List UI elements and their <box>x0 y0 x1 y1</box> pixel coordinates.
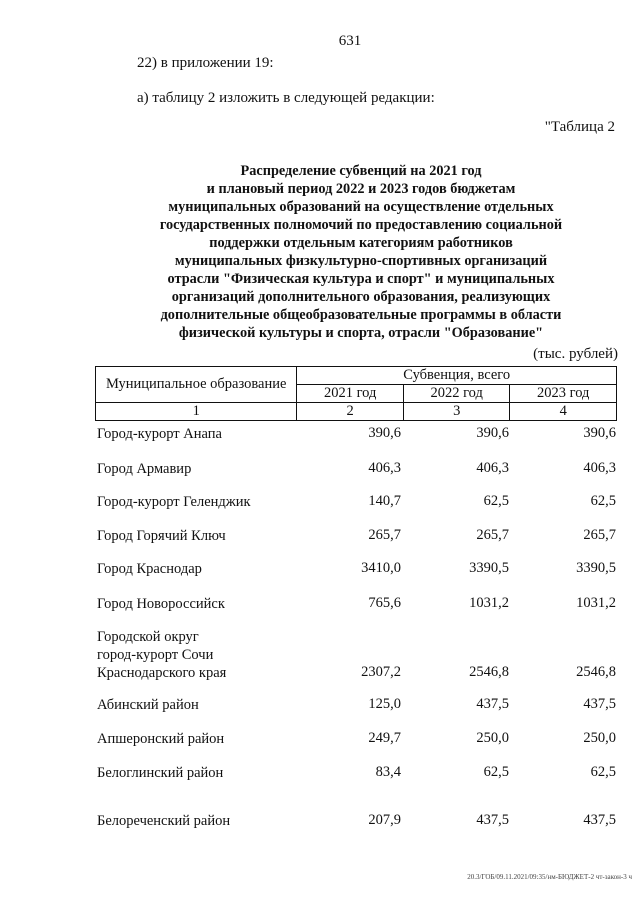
municipality-name: Белореченский район <box>97 813 231 829</box>
header-col-number-3: 3 <box>403 403 510 421</box>
header-subvention-total: Субвенция, всего <box>297 367 617 385</box>
value-2021: 125,0 <box>368 696 401 712</box>
title-line: поддержки отдельным категориям работников <box>209 235 513 251</box>
value-2022: 2546,8 <box>469 664 509 680</box>
value-2023: 3390,5 <box>576 560 616 576</box>
municipality-name: Апшеронский район <box>97 731 225 747</box>
intro-line-1: 22) в приложении 19: <box>137 55 274 71</box>
value-2022: 62,5 <box>483 493 509 509</box>
value-2023: 437,5 <box>583 812 616 828</box>
table-header <box>95 366 617 421</box>
municipality-name: Город Новороссийск <box>97 596 225 612</box>
value-2021: 390,6 <box>368 425 401 441</box>
units-label: (тыс. рублей) <box>533 346 618 362</box>
value-2021: 249,7 <box>368 730 401 746</box>
document-title <box>95 162 627 342</box>
header-municipality: Муниципальное образование <box>96 367 297 403</box>
value-2023: 265,7 <box>583 527 616 543</box>
title-line: организаций дополнительного образования, реализующих <box>171 289 551 305</box>
value-2022: 406,3 <box>476 460 509 476</box>
value-2021: 207,9 <box>368 812 401 828</box>
title-line: отрасли "Физическая культура и спорт" и муниципальных <box>167 271 555 287</box>
value-2021: 3410,0 <box>361 560 401 576</box>
title-line: муниципальных образований на осуществление отдельных <box>168 199 554 215</box>
municipality-name: Белоглинский район <box>97 765 224 781</box>
title-line: государственных полномочий по предоставлению социальной <box>159 217 563 233</box>
title-line: дополнительные общеобразовательные программы в области <box>160 307 562 323</box>
header-year-2023: 2023 год <box>510 385 617 403</box>
header-col-number-2: 2 <box>297 403 404 421</box>
value-2023: 2546,8 <box>576 664 616 680</box>
value-2021: 265,7 <box>368 527 401 543</box>
value-2021: 406,3 <box>368 460 401 476</box>
municipality-name: Абинский район <box>97 697 199 713</box>
table-reference: "Таблица 2 <box>544 119 615 135</box>
title-line: физической культуры и спорта, отрасли "Образование" <box>178 325 544 341</box>
value-2023: 250,0 <box>583 730 616 746</box>
value-2021: 140,7 <box>368 493 401 509</box>
municipality-name: Город-курорт Геленджик <box>97 494 251 510</box>
value-2022: 265,7 <box>476 527 509 543</box>
municipality-name: Город Краснодар <box>97 561 202 577</box>
value-2023: 437,5 <box>583 696 616 712</box>
value-2023: 62,5 <box>590 493 616 509</box>
footer-stamp: 20.3/ГОБ/09.11.2021/09:35/нм-БЮДЖЕТ-2 чт-закон-3 ч <box>467 873 632 881</box>
value-2022: 437,5 <box>476 696 509 712</box>
header-year-2021: 2021 год <box>297 385 404 403</box>
title-line: и плановый период 2022 и 2023 годов бюджетам <box>206 181 516 197</box>
value-2021: 2307,2 <box>361 664 401 680</box>
municipality-name: Город-курорт Анапа <box>97 426 222 442</box>
municipality-name: Городской округ город-курорт Сочи Краснодарского края <box>97 629 227 681</box>
header-year-2022: 2022 год <box>403 385 510 403</box>
title-line: Распределение субвенций на 2021 год <box>240 163 482 179</box>
value-2023: 406,3 <box>583 460 616 476</box>
value-2021: 83,4 <box>375 764 401 780</box>
value-2022: 250,0 <box>476 730 509 746</box>
page-number: 631 <box>338 33 362 49</box>
header-col-number-4: 4 <box>510 403 617 421</box>
title-line: муниципальных физкультурно-спортивных организаций <box>174 253 548 269</box>
municipality-name: Город Армавир <box>97 461 192 477</box>
municipality-name: Город Горячий Ключ <box>97 528 226 544</box>
value-2023: 62,5 <box>590 764 616 780</box>
value-2021: 765,6 <box>368 595 401 611</box>
intro-line-2: а) таблицу 2 изложить в следующей редакции: <box>137 90 435 106</box>
value-2022: 390,6 <box>476 425 509 441</box>
header-col-number-1: 1 <box>96 403 297 421</box>
value-2023: 1031,2 <box>576 595 616 611</box>
value-2022: 3390,5 <box>469 560 509 576</box>
value-2023: 390,6 <box>583 425 616 441</box>
value-2022: 437,5 <box>476 812 509 828</box>
value-2022: 1031,2 <box>469 595 509 611</box>
value-2022: 62,5 <box>483 764 509 780</box>
